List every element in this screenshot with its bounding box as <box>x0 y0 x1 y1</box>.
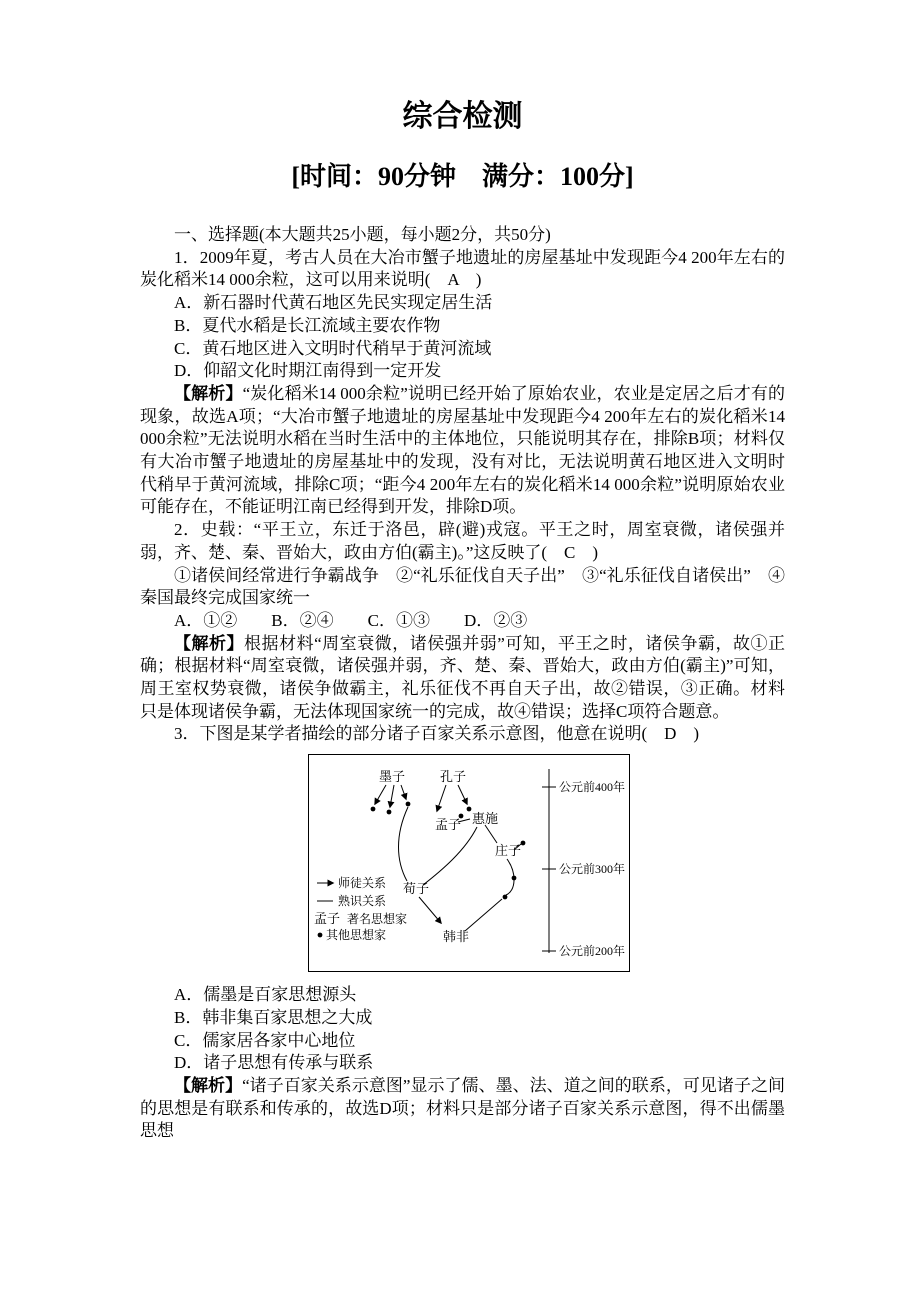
teacher-student-arrows <box>375 785 467 923</box>
q2-stem: 2．史载：“平王立，东迁于洛邑，辟(避)戎寇。平王之时，周室衰微，诸侯强并弱，齐、楚、秦、晋始大，政由方伯(霸主)。”这反映了( C ) <box>140 520 785 562</box>
q2-analysis-text: 根据材料“周室衰微，诸侯强并弱”可知，平王之时，诸侯争霸，故①正确；根据材料“周室衰微，诸侯强并弱，齐、楚、秦、晋始大，政由方伯(霸主)”可知，周王室权势衰微，诸侯争做霸主，礼乐征伐不再自天子出，故②错误，③正确。材料只是体现诸侯争霸，无法体现国家统一的完成，故④错误；选择C项符合题意。 <box>140 633 785 721</box>
q1-stem: 1．2009年夏，考古人员在大冶市蟹子地遗址的房屋基址中发现距今4 200年左右的炭化稻米14 000余粒，这可以用来说明( A ) <box>140 247 785 290</box>
diagram-border-box <box>308 754 630 972</box>
timeline-label-400bc: 公元前400年 <box>559 780 626 795</box>
diagram-legend <box>314 875 407 942</box>
philosophers-relation-diagram <box>308 754 785 972</box>
q3-stem: 3．下图是某学者描绘的部分诸子百家关系示意图，他意在说明( D ) <box>174 724 700 744</box>
q1-analysis-text: “炭化稻米14 000余粒”说明已经开始了原始农业，农业是定居之后才有的现象，故选A项；“大冶市蟹子地遗址的房屋基址中发现距今4 200年左右的炭化稻米14 000余粒”无法说明水稻在当时生活中的主体地位，只能说明其存在，排除B项；材料仅有大冶市蟹子地遗址的房屋基址中的发现，没有对比，无法说明黄石地区进入文明时代稍早于黄河流域，排除C项；“距今4 200年左右的炭化稻米14 000余粒”说明原始农业可能存在，不能证明江南已经得到开发，排除D项。 <box>140 383 786 517</box>
exam-time-score-line: [时间：90分钟 满分：100分] <box>291 162 634 191</box>
legend-dot-symbol <box>318 933 323 938</box>
q1-analysis <box>140 383 785 519</box>
legend-dot-label: 其他思想家 <box>326 928 387 943</box>
section-header: 一、选择题(本大题共25小题，每小题2分，共50分) <box>174 225 551 244</box>
node-mengzi-label: 孟子 <box>435 817 462 833</box>
node-huishi-label: 惠施 <box>472 811 499 827</box>
q2-analysis-tag: 【解析】 <box>174 633 245 653</box>
timeline-label-200bc: 公元前200年 <box>559 944 626 959</box>
timeline-label-300bc: 公元前300年 <box>559 862 626 877</box>
q1-option-b: B．夏代水稻是长江流域主要农作物 <box>174 315 441 335</box>
q3-option-d: D．诸子思想有传承与联系 <box>174 1053 374 1073</box>
q1-option-d: D．仰韶文化时期江南得到一定开发 <box>174 361 442 381</box>
document-body <box>140 224 785 1143</box>
node-xunzi-label: 荀子 <box>403 881 430 897</box>
legend-name-sample: 孟子 <box>314 911 341 927</box>
q3-analysis-text: “诸子百家关系示意图”显示了儒、墨、法、道之间的联系，可见诸子之间的思想是有联系和传承的，故选D项；材料只是部分诸子百家关系示意图，得不出儒墨思想 <box>140 1075 786 1141</box>
timeline-axis <box>542 769 556 953</box>
q3-option-c: C．儒家居各家中心地位 <box>174 1030 356 1050</box>
q2-options: A．①② B．②④ C．①③ D．②③ <box>174 610 528 630</box>
q3-analysis <box>140 1075 785 1143</box>
page-title: 综合检测 <box>402 100 523 133</box>
q1-option-a: A．新石器时代黄石地区先民实现定居生活 <box>174 293 493 313</box>
q3-option-a: A．儒墨是百家思想源头 <box>174 985 357 1005</box>
node-zhuangzi-label: 庄子 <box>495 843 522 859</box>
q3-analysis-tag: 【解析】 <box>174 1075 243 1095</box>
node-hanfei-label: 韩非 <box>443 929 470 945</box>
q1-option-c: C．黄石地区进入文明时代稍早于黄河流域 <box>174 338 492 358</box>
q2-statements: ①诸侯间经常进行争霸战争 ②“礼乐征伐自天子出” ③“礼乐征伐自诸侯出” ④秦国最终完成国家统一 <box>140 565 785 608</box>
diagram-canvas <box>309 755 629 971</box>
q3-option-b: B．韩非集百家思想之大成 <box>174 1007 373 1027</box>
legend-line-label: 熟识关系 <box>338 894 387 909</box>
node-kongzi-label: 孔子 <box>440 769 467 785</box>
q1-analysis-tag: 【解析】 <box>174 383 243 403</box>
legend-name-label: 著名思想家 <box>347 912 408 927</box>
q2-analysis <box>140 633 785 724</box>
node-mozi-label: 墨子 <box>379 769 406 785</box>
legend-arrow-label: 师徒关系 <box>338 876 387 891</box>
